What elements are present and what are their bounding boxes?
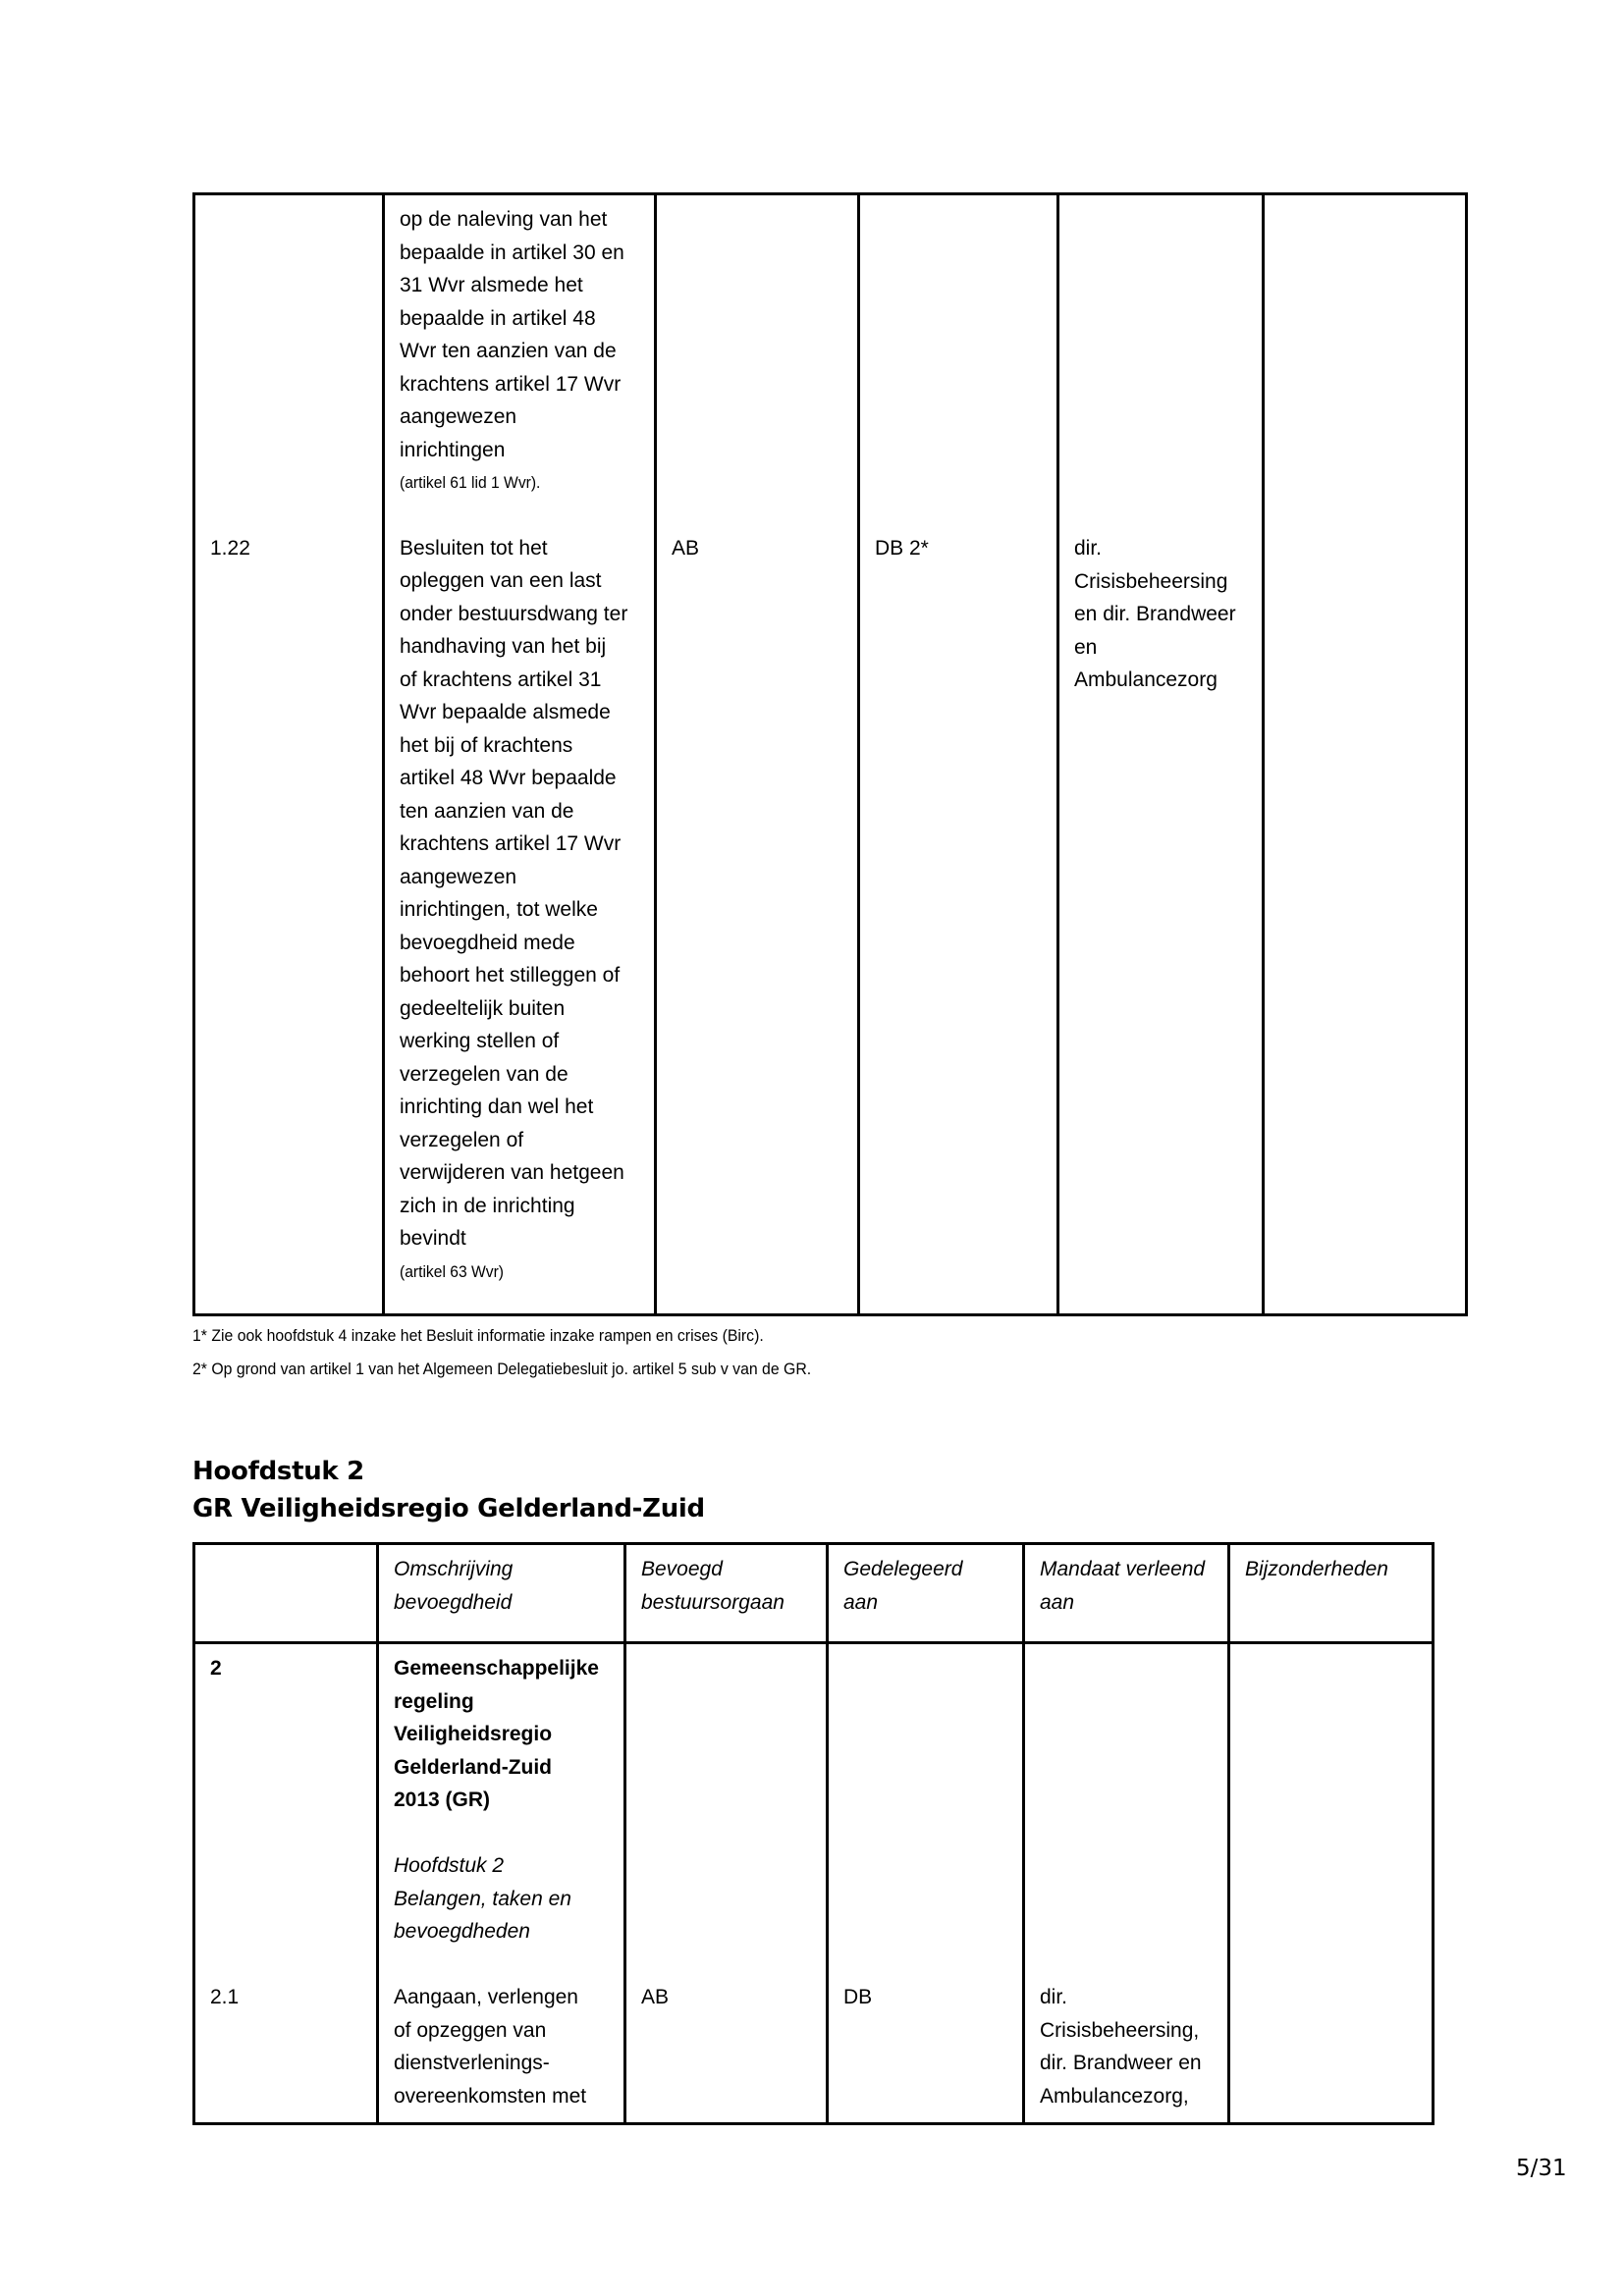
organ-value: AB	[672, 537, 700, 560]
competence-table-chapter-2	[192, 1542, 1435, 2125]
header-delegated: Gedelegeerd aan	[828, 1544, 1024, 1643]
section-title: Gemeenschappelijke regeling Veiligheidsregio Gelderland-Zuid 2013 (GR)	[394, 1657, 599, 1811]
chapter-subtitle: GR Veiligheidsregio Gelderland-Zuid	[192, 1494, 705, 1523]
mandate-cell	[1058, 194, 1264, 1315]
article-reference: (artikel 63 Wvr)	[400, 1261, 505, 1281]
description-cell	[384, 194, 656, 1315]
delegated-value: DB	[843, 1986, 873, 2008]
section-number: 2	[210, 1657, 222, 1680]
table-header-row	[194, 1544, 1434, 1643]
delegated-cell	[859, 194, 1058, 1315]
table-row	[194, 194, 1467, 1315]
header-mandate: Mandaat verleend aan	[1024, 1544, 1229, 1643]
description-text: Besluiten tot het opleggen van een last onder bestuursdwang ter handhaving van het bij of krachtens artikel 31 Wvr bepaalde alsmede het bij of krachtens artikel 48 Wvr bepaalde ten aanzien van de krachtens artikel 17 Wvr aangewezen inrichtingen, tot welke bevoegdheid mede behoort het stilleggen of gedeeltelijk buiten werking stellen of verzegelen van de inrichting dan wel het verzegelen of verwijderen van hetgeen zich in de inrichting bevindt	[400, 536, 628, 1250]
subsection-title: Hoofdstuk 2 Belangen, taken en bevoegdheden	[394, 1854, 571, 1943]
mandate-cell	[1024, 1643, 1229, 2124]
competence-table-continued	[192, 192, 1468, 1316]
item-number: 2.1	[210, 1986, 240, 2008]
mandate-value: dir. Crisisbeheersing, dir. Brandweer en Ambulancezorg,	[1040, 1986, 1202, 2108]
number-cell	[194, 194, 384, 1315]
item-number: 1.22	[210, 537, 250, 560]
delegated-cell	[828, 1643, 1024, 2124]
organ-value: AB	[641, 1986, 670, 2008]
description-text: Aangaan, verlengen of opzeggen van dienstverlenings- overeenkomsten met	[394, 1986, 587, 2108]
number-cell	[194, 1643, 378, 2124]
organ-cell	[656, 194, 859, 1315]
particulars-cell	[1264, 194, 1467, 1315]
header-particulars: Bijzonderheden	[1229, 1544, 1434, 1643]
mandate-value: dir. Crisisbeheersing en dir. Brandweer en Ambulancezorg	[1074, 537, 1236, 691]
header-description: Omschrijving bevoegdheid	[378, 1544, 625, 1643]
description-cell	[378, 1643, 625, 2124]
page-number: 5/31	[1516, 2156, 1567, 2181]
particulars-cell	[1229, 1643, 1434, 2124]
chapter-title: Hoofdstuk 2	[192, 1457, 364, 1486]
organ-cell	[625, 1643, 828, 2124]
footnote-1: 1* Zie ook hoofdstuk 4 inzake het Besluit informatie inzake rampen en crises (Birc).	[192, 1326, 764, 1345]
header-organ: Bevoegd bestuursorgaan	[625, 1544, 828, 1643]
header-number	[194, 1544, 378, 1643]
article-reference: (artikel 61 lid 1 Wvr).	[400, 473, 541, 492]
description-continued: op de naleving van het bepaalde in artikel 30 en 31 Wvr alsmede het bepaalde in artikel 48 Wvr ten aanzien van de krachtens artikel 17 Wvr aangewezen inrichtingen	[400, 208, 624, 461]
delegated-value: DB 2*	[875, 537, 929, 560]
footnote-2: 2* Op grond van artikel 1 van het Algemeen Delegatiebesluit jo. artikel 5 sub v van de GR.	[192, 1360, 812, 1378]
table-row	[194, 1643, 1434, 2124]
